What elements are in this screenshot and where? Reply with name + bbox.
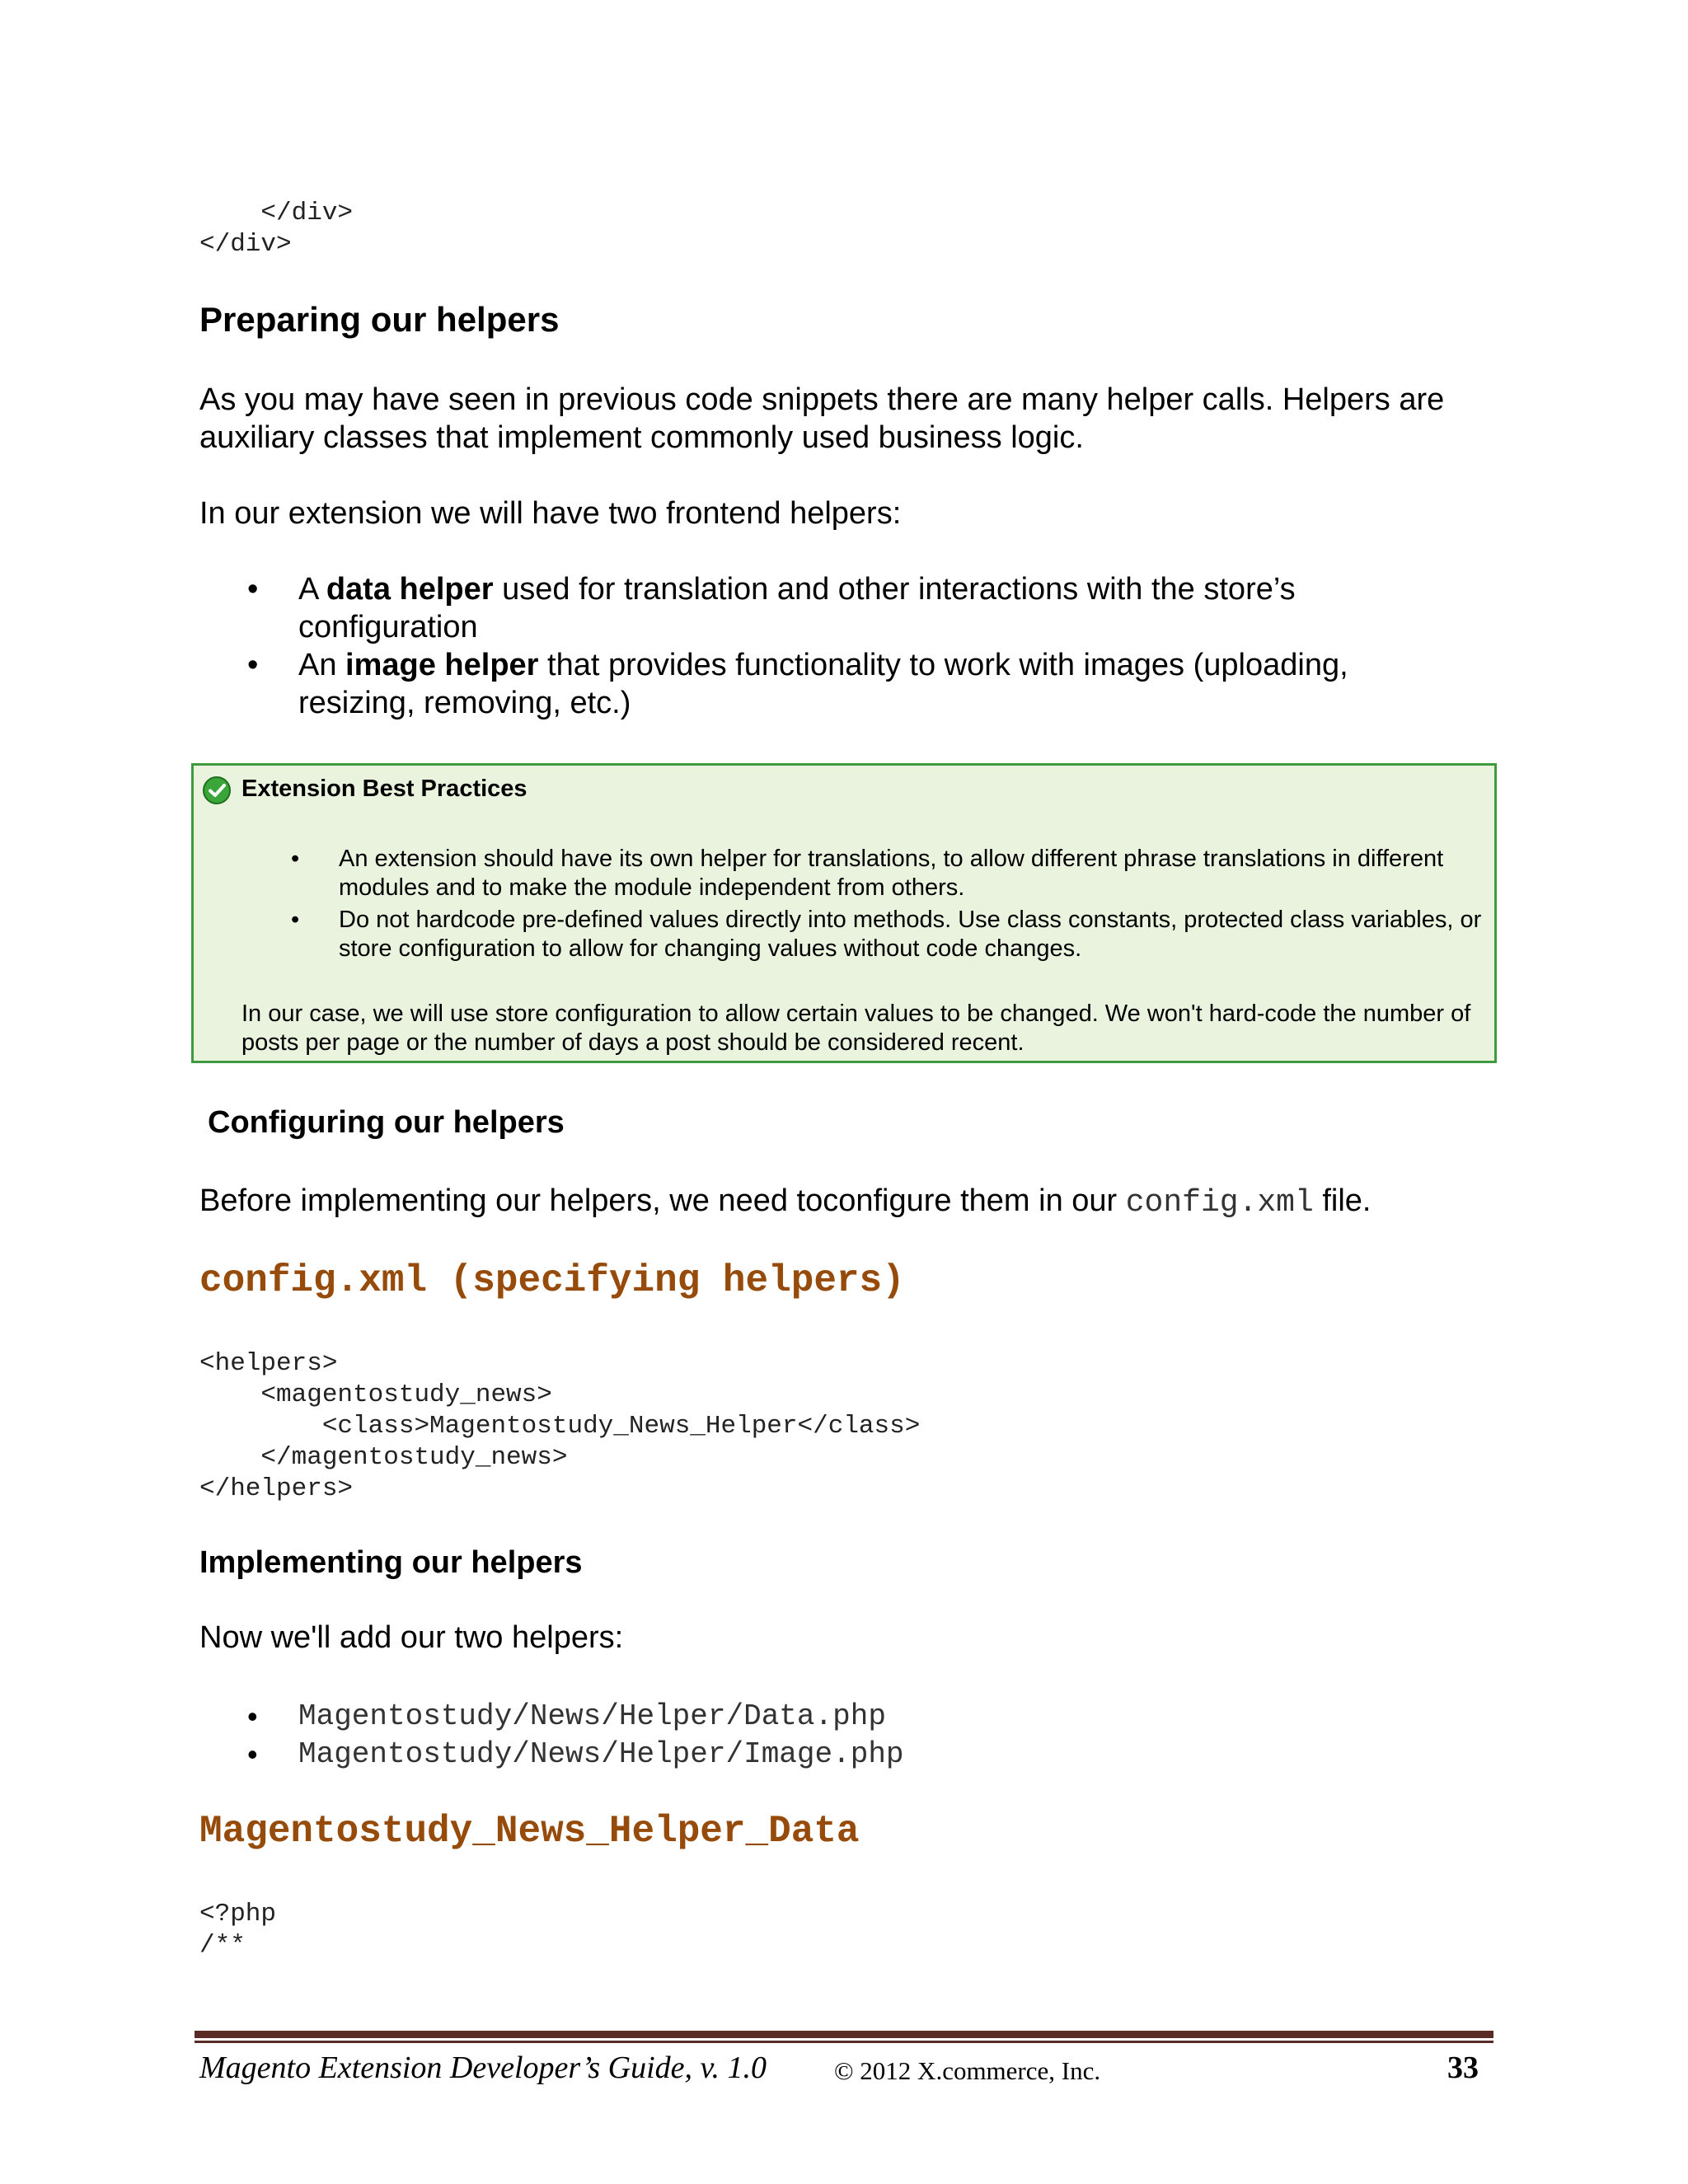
code-line: <class>Magentostudy_News_Helper</class> (199, 1412, 921, 1441)
bullet-icon: • (247, 648, 259, 682)
best-practices-callout (191, 763, 1497, 1063)
list-item: • An extension should have its own helper for translations, to allow different phrase translations in different modules and to make the module independent from others. (291, 846, 1444, 901)
footer-copyright: © 2012 X.commerce, Inc. (834, 2056, 1101, 2085)
code-line: </helpers> (199, 1474, 354, 1503)
code-block-config (199, 1348, 920, 1505)
callout-paragraph: In our case, we will use store configuration to allow certain values to be changed. We won't hard-code the number of posts per page or the number of days a post should be considered recent. (241, 1001, 1471, 1056)
check-circle-icon (202, 776, 232, 805)
paragraph-configure: Before implementing our helpers, we need toconfigure them in our config.xml file. (199, 1183, 1372, 1221)
code-block-top (199, 198, 353, 260)
section-heading-configuring: Configuring our helpers (208, 1105, 565, 1140)
code-block-helper-data (199, 1899, 276, 1961)
code-line: <magentostudy_news> (199, 1380, 552, 1409)
callout-bullet-list (194, 845, 1496, 967)
list-item: • A data helper used for translation and other interactions with the store’s configuration (247, 572, 1296, 644)
section-heading-preparing: Preparing our helpers (199, 300, 560, 339)
bullet-icon: • (291, 907, 300, 933)
page-number: 33 (1447, 2050, 1479, 2085)
bullet-icon: • (247, 572, 259, 607)
footer-rule-thick (195, 2031, 1493, 2038)
footer-title: Magento Extension Developer’s Guide, v. 1.0 (199, 2050, 767, 2085)
section-heading-implementing: Implementing our helpers (199, 1545, 583, 1580)
bullet-icon: • (247, 1737, 258, 1771)
code-title-config-xml: config.xml (specifying helpers) (199, 1259, 905, 1302)
code-line: </div> (199, 230, 292, 259)
bullet-icon: • (247, 1699, 258, 1733)
paragraph-two-helpers: In our extension we will have two frontend helpers: (199, 496, 902, 531)
footer-rule-thin (195, 2041, 1493, 2043)
helper-files-list (199, 1698, 1469, 1774)
list-item: • Magentostudy/News/Helper/Data.php (199, 1698, 1469, 1736)
code-line: <?php (199, 1900, 277, 1929)
code-title-helper-data: Magentostudy_News_Helper_Data (199, 1810, 860, 1853)
paragraph-helpers-intro: As you may have seen in previous code snippets there are many helper calls. Helpers are auxiliary classes that implement commonly used business logic. (199, 382, 1445, 455)
code-line: </div> (199, 199, 354, 227)
paragraph-add-helpers: Now we'll add our two helpers: (199, 1620, 624, 1655)
callout-title: Extension Best Practices (241, 776, 528, 802)
code-line: /** (199, 1931, 246, 1960)
code-line: <helpers> (199, 1349, 338, 1378)
inline-code-filename: config.xml (1125, 1185, 1314, 1221)
helpers-bullet-list (199, 570, 1469, 722)
code-line: </magentostudy_news> (199, 1443, 568, 1472)
list-item: • Magentostudy/News/Helper/Image.php (199, 1736, 1469, 1774)
bullet-icon: • (291, 846, 300, 872)
list-item: • An image helper that provides functionality to work with images (uploading, resizing, removing, etc.) (247, 648, 1348, 720)
list-item: • Do not hardcode pre-defined values directly into methods. Use class constants, protected class variables, or store configuration to allow for changing values without code changes. (291, 907, 1482, 962)
